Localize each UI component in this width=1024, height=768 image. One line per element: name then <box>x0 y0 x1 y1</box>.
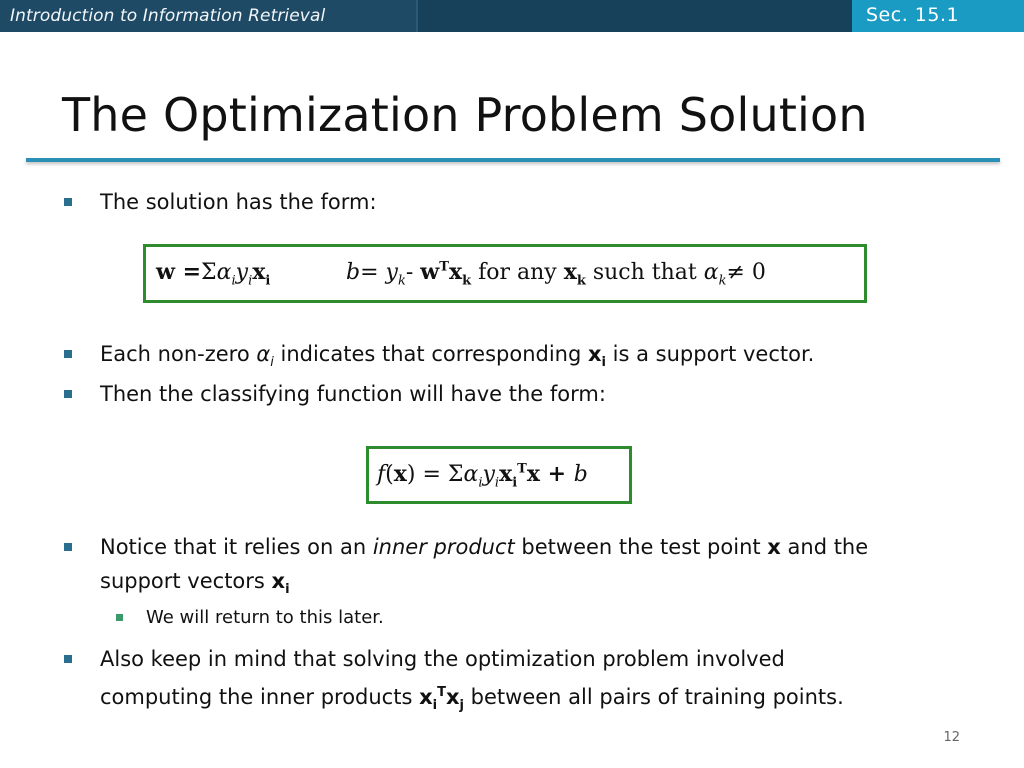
course-title-panel <box>0 0 418 32</box>
section-label: Sec. 15.1 <box>866 4 960 26</box>
bullet-support-vector: Each non-zero $\alpha_i$ indicates that corresponding $x_i$ is a support vector. <box>100 337 960 380</box>
equation-box-solution <box>143 244 867 303</box>
title-divider <box>26 158 1000 162</box>
bullet-inner-product: Notice that it relies on an inner product between the test point x and the support vectors $x_i$ <box>100 530 960 607</box>
section-badge <box>852 0 1024 32</box>
bullet-classifying-function: Then the classifying function will have the form: <box>100 377 960 411</box>
equation-w: $w =\Sigma\alpha_iy_ix_i$ <box>156 259 271 289</box>
equation-f: $f(x) = \Sigma\alpha_iy_ix_i^Tx + b$ <box>377 461 588 491</box>
equation-box-classifier <box>366 446 632 504</box>
page-number: 12 <box>943 730 960 745</box>
subbullet-return-later: We will return to this later. <box>146 604 384 632</box>
slide-title: The Optimization Problem Solution <box>62 88 868 142</box>
header-bar <box>0 0 1024 32</box>
bullet-solution-form: The solution has the form: <box>100 185 960 219</box>
bullet-training-points: Also keep in mind that solving the optimization problem involved computing the inner products $x_i^Tx_j$ between all pairs of training points. <box>100 642 960 723</box>
equation-b: $b= y_k-$ $w^Tx_k$ for any $x_k$ such that $\alpha_k\ne 0$ <box>346 259 766 289</box>
course-title: Introduction to Information Retrieval <box>10 6 326 26</box>
